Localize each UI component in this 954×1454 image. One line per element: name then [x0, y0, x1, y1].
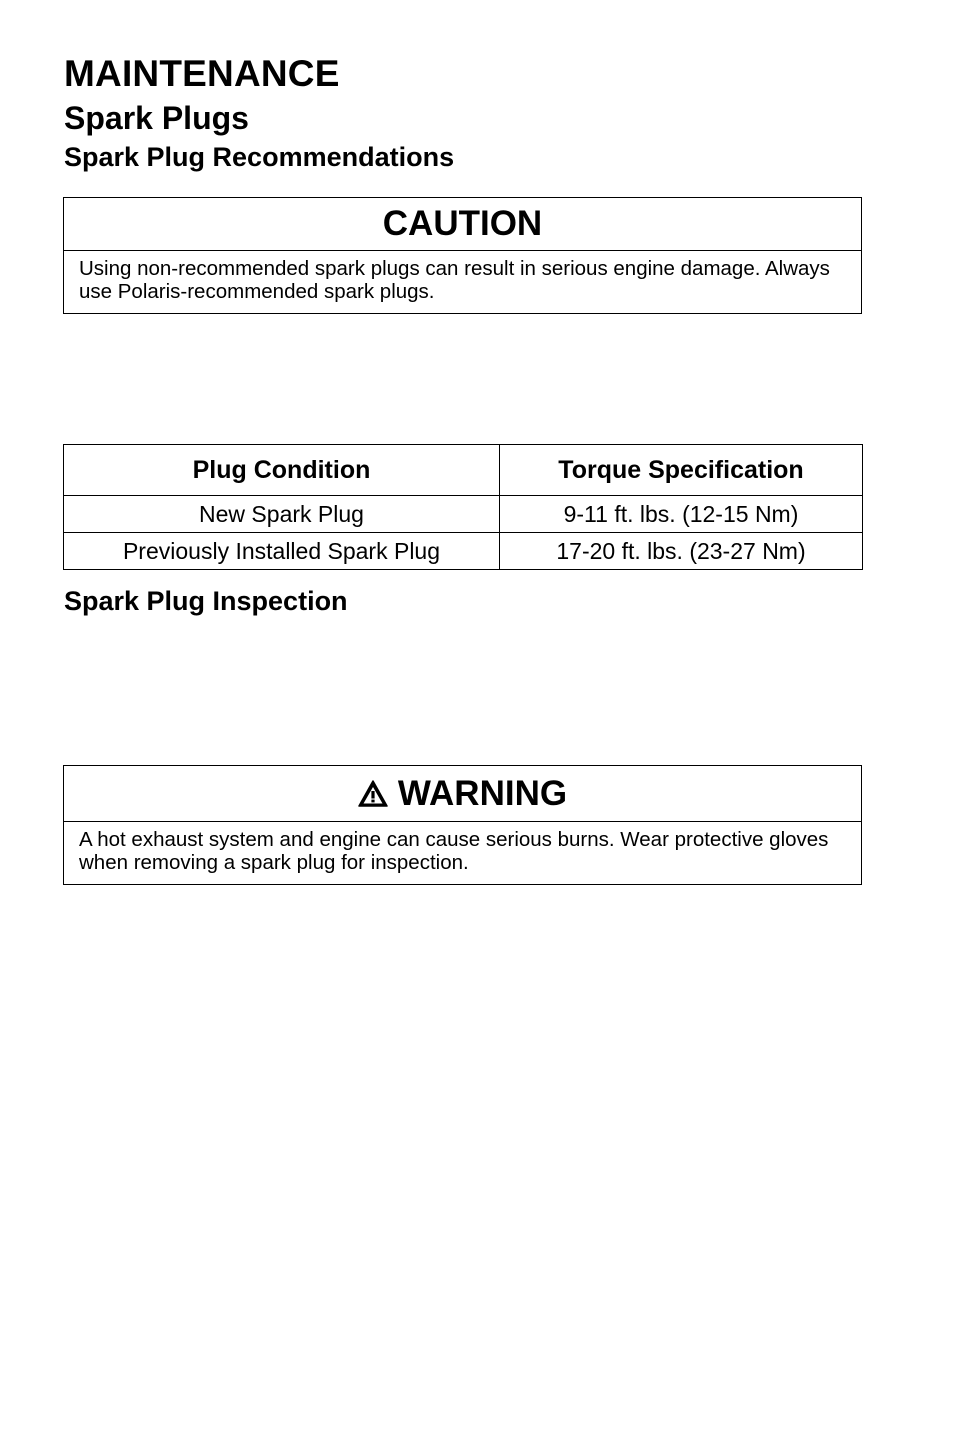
warning-title: WARNING — [397, 773, 568, 813]
table-cell: New Spark Plug — [64, 496, 500, 533]
warning-triangle-icon — [358, 780, 388, 807]
table-header-row — [64, 445, 863, 496]
caution-box — [63, 197, 862, 314]
inspection-heading: Spark Plug Inspection — [64, 586, 348, 616]
table-row — [64, 496, 863, 533]
table-row — [64, 533, 863, 570]
caution-text: Using non-recommended spark plugs can result in serious engine damage. Always use Polaris-recommended spark plugs. — [79, 257, 830, 303]
warning-box — [63, 765, 862, 885]
column-header-plug-condition: Plug Condition — [64, 445, 500, 496]
warning-header — [64, 766, 861, 822]
warning-text: A hot exhaust system and engine can cause serious burns. Wear protective gloves when removing a spark plug for inspection. — [79, 828, 829, 874]
table-cell: 9-11 ft. lbs. (12-15 Nm) — [500, 496, 863, 533]
table-cell: 17-20 ft. lbs. (23-27 Nm) — [500, 533, 863, 570]
caution-title: CAUTION — [64, 198, 861, 251]
table-cell: Previously Installed Spark Plug — [64, 533, 500, 570]
torque-table — [63, 444, 863, 570]
section-title: Spark Plugs — [64, 100, 249, 136]
column-header-torque-specification: Torque Specification — [500, 445, 863, 496]
recommendations-heading: Spark Plug Recommendations — [64, 142, 455, 172]
page-title: MAINTENANCE — [64, 53, 340, 94]
